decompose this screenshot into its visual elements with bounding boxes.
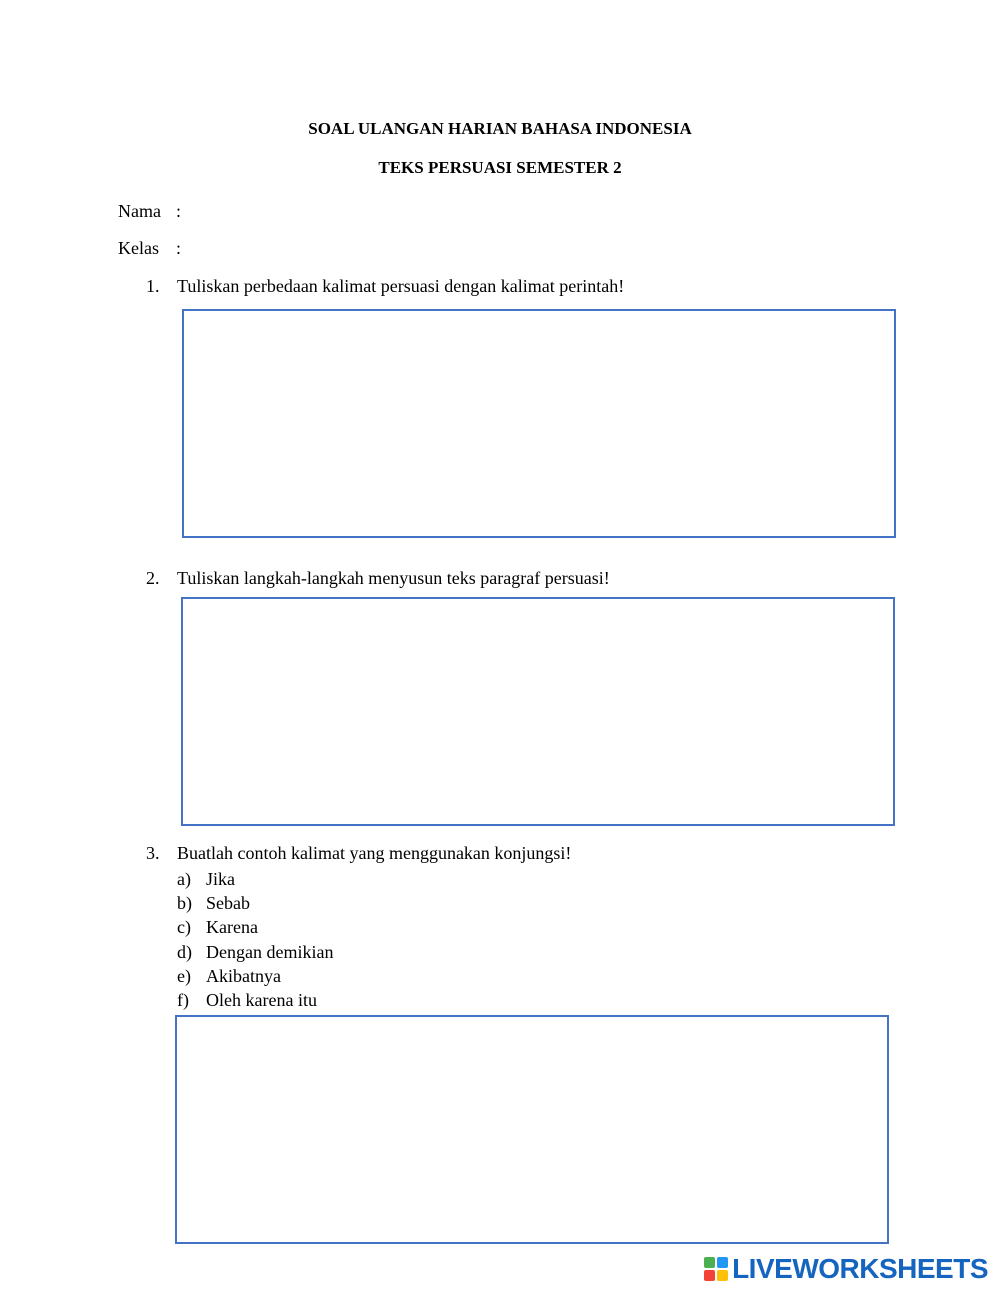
option-letter: c) — [177, 917, 191, 938]
option-letter: f) — [177, 989, 189, 1010]
answer-box-3[interactable] — [175, 1015, 889, 1244]
question-1-number: 1. — [146, 276, 160, 296]
logo-square-blue — [717, 1257, 728, 1268]
class-field — [118, 238, 181, 259]
name-label: Nama — [118, 201, 161, 221]
question-1 — [146, 276, 624, 297]
question-2-number: 2. — [146, 568, 160, 588]
option-text: Jika — [206, 869, 235, 889]
answer-box-1[interactable] — [182, 309, 896, 538]
liveworksheets-wordmark: LIVEWORKSHEETS — [732, 1253, 988, 1284]
class-label: Kelas — [118, 238, 159, 258]
name-separator: : — [176, 201, 182, 221]
worksheet-title: SOAL ULANGAN HARIAN BAHASA INDONESIA — [308, 119, 692, 138]
worksheet-subtitle: TEKS PERSUASI SEMESTER 2 — [378, 158, 622, 177]
question-1-text: Tuliskan perbedaan kalimat persuasi dengan kalimat perintah! — [177, 276, 625, 296]
liveworksheets-brand[interactable] — [704, 1254, 988, 1284]
name-field — [118, 201, 181, 222]
question-3-text: Buatlah contoh kalimat yang menggunakan konjungsi! — [177, 843, 572, 863]
logo-square-yellow — [717, 1270, 728, 1281]
option-item — [177, 915, 333, 939]
option-letter: d) — [177, 941, 192, 962]
question-3-options — [177, 867, 333, 1012]
option-text: Dengan demikian — [206, 941, 334, 962]
class-separator: : — [176, 238, 182, 258]
liveworksheets-logo-icon — [704, 1257, 728, 1281]
option-text: Oleh karena itu — [206, 989, 317, 1010]
option-letter: a) — [177, 869, 191, 889]
answer-box-2[interactable] — [181, 597, 895, 826]
option-item — [177, 964, 333, 988]
option-text: Karena — [206, 917, 258, 938]
option-item — [177, 988, 333, 1012]
question-3-number: 3. — [146, 843, 160, 863]
question-3 — [146, 843, 571, 864]
option-text: Akibatnya — [206, 965, 281, 986]
option-letter: b) — [177, 893, 192, 914]
option-item — [177, 940, 333, 964]
question-2 — [146, 568, 610, 589]
option-letter: e) — [177, 965, 191, 986]
option-text: Sebab — [206, 893, 250, 914]
question-2-text: Tuliskan langkah-langkah menyusun teks paragraf persuasi! — [177, 568, 610, 588]
logo-square-green — [704, 1257, 715, 1268]
option-item — [177, 867, 333, 891]
logo-square-red — [704, 1270, 715, 1281]
option-item — [177, 891, 333, 915]
